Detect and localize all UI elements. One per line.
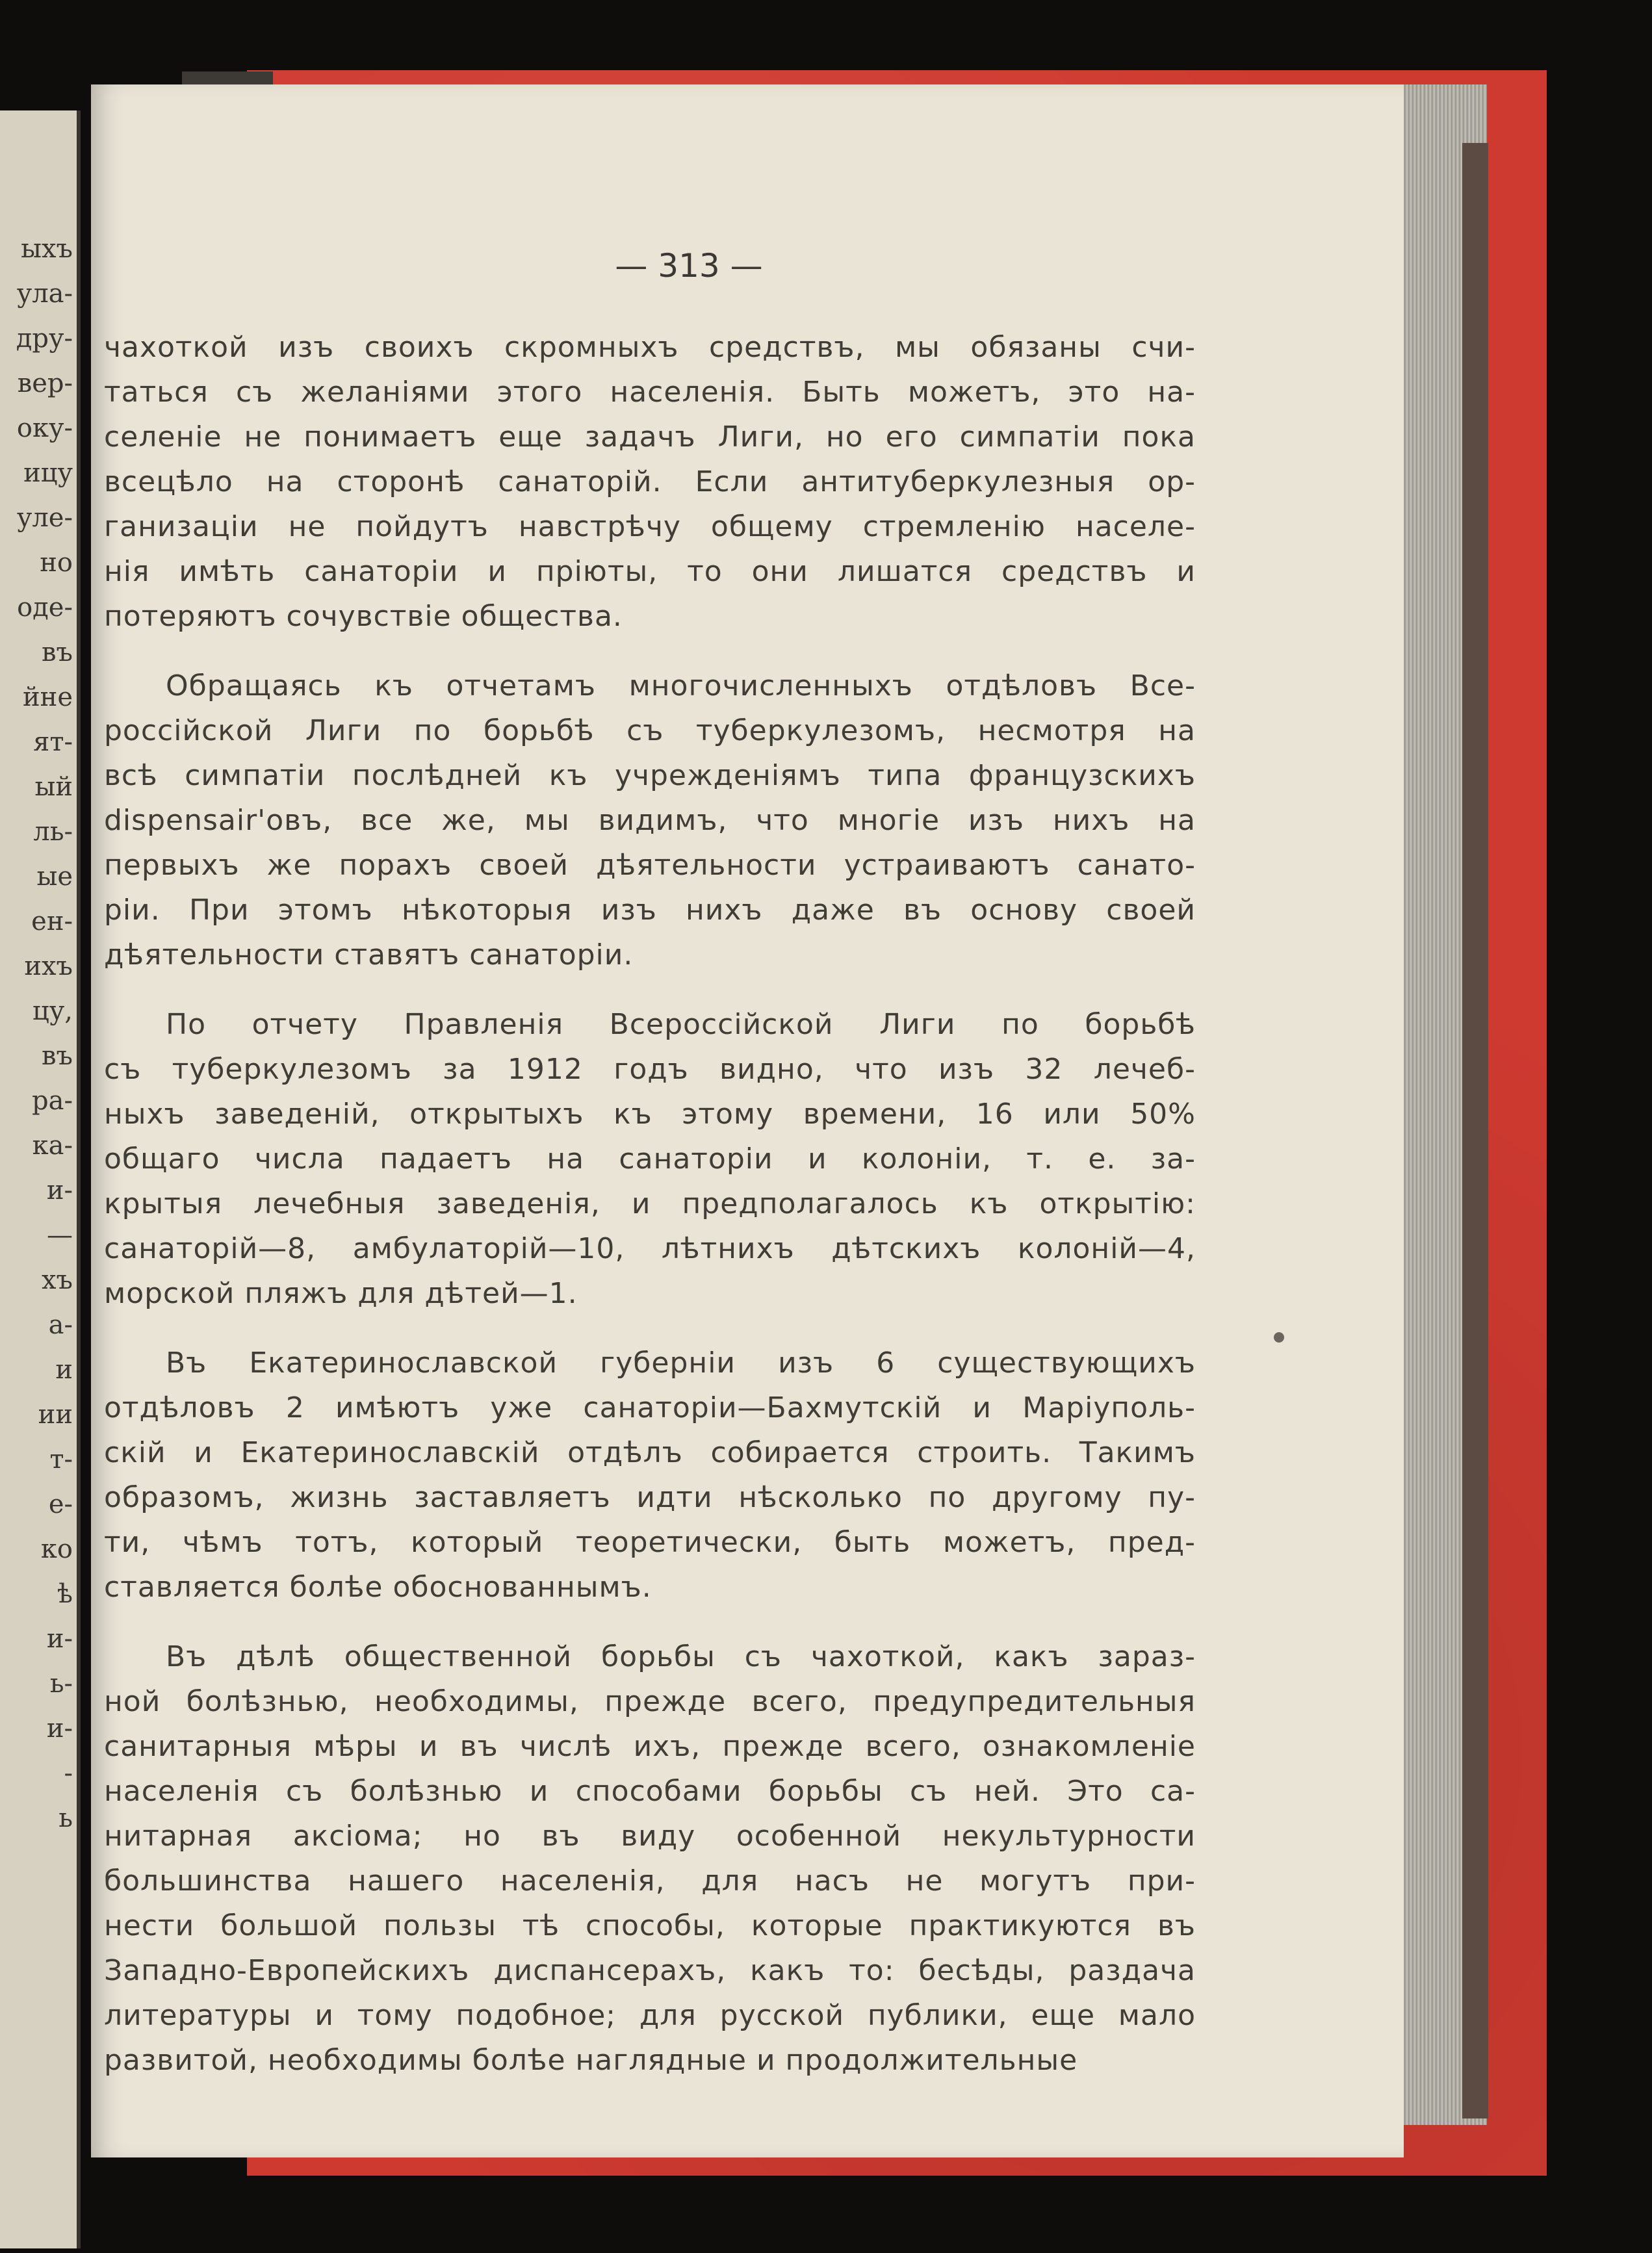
text-line: чахоткой изъ своихъ скромныхъ средствъ, мы обязаны счи- xyxy=(104,331,1196,364)
page-text xyxy=(104,325,1196,2107)
text-line: селеніе не понимаетъ еще задачъ Лиги, но его симпатіи пока xyxy=(104,420,1196,454)
text-line: крытыя лечебныя заведенія, и предполагалось къ открытію: xyxy=(104,1187,1196,1220)
left-page-fragment: ра- xyxy=(32,1086,73,1116)
left-page-fragment: ицу xyxy=(23,458,73,488)
text-line: образомъ, жизнь заставляетъ идти нѣсколько по другому пу- xyxy=(104,1481,1196,1514)
left-page-fragment: а- xyxy=(48,1310,73,1340)
page-number: — 313 — xyxy=(615,247,763,285)
left-page-fragment: и- xyxy=(46,1624,73,1654)
left-facing-page xyxy=(0,110,81,2248)
text-line: По отчету Правленія Всероссійской Лиги по борьбѣ xyxy=(166,1008,1196,1041)
text-line: нитарная аксіома; но въ виду особенной некультурности xyxy=(104,1820,1196,1853)
text-line: большинства нашего населенія, для насъ не могутъ при- xyxy=(104,1864,1196,1898)
left-page-fragment: ка- xyxy=(32,1131,73,1161)
text-line: нести большой пользы тѣ способы, которые практикуются въ xyxy=(104,1909,1196,1942)
paragraph xyxy=(104,1341,1196,1610)
text-line: ныхъ заведеній, открытыхъ къ этому времени, 16 или 50% xyxy=(104,1098,1196,1131)
left-page-fragment: - xyxy=(64,1758,73,1788)
text-line: dispensair'овъ, все же, мы видимъ, что многіе изъ нихъ на xyxy=(104,804,1196,837)
left-page-fragment: т- xyxy=(49,1445,73,1474)
left-page-fragment: но xyxy=(40,548,73,578)
text-line: Западно-Европейскихъ диспансерахъ, какъ то: бесѣды, раздача xyxy=(104,1954,1196,1987)
paragraph xyxy=(104,663,1196,977)
text-line: ганизаціи не пойдутъ навстрѣчу общему стремленію населе- xyxy=(104,510,1196,543)
text-line: первыхъ же порахъ своей дѣятельности устраиваютъ санато- xyxy=(104,849,1196,882)
left-page-fragment: — xyxy=(47,1220,73,1250)
text-line: отдѣловъ 2 имѣютъ уже санаторіи—Бахмутскій и Маріуполь- xyxy=(104,1391,1196,1424)
left-page-fragment: ыхъ xyxy=(21,234,73,264)
left-page-fragment: йне xyxy=(23,682,73,712)
left-page-fragment: цу, xyxy=(32,996,73,1026)
text-line: ріи. При этомъ нѣкоторыя изъ нихъ даже въ основу своей xyxy=(104,894,1196,927)
text-line: санитарныя мѣры и въ числѣ ихъ, прежде всего, ознакомленіе xyxy=(104,1730,1196,1763)
text-line: всѣ симпатіи послѣдней къ учрежденіямъ типа французскихъ xyxy=(104,759,1196,792)
left-page-fragment: ула- xyxy=(16,279,73,309)
page-edges-shadow xyxy=(1462,143,1488,2118)
left-page-fragment: и- xyxy=(46,1176,73,1205)
text-line: съ туберкулезомъ за 1912 годъ видно, что изъ 32 лечеб- xyxy=(104,1053,1196,1086)
text-line: ной болѣзнью, необходимы, прежде всего, предупредительныя xyxy=(104,1685,1196,1718)
text-line: населенія съ болѣзнью и способами борьбы съ ней. Это са- xyxy=(104,1775,1196,1808)
left-page-fragment: е- xyxy=(48,1489,73,1519)
text-line: ти, чѣмъ тотъ, который теоретически, быть можетъ, пред- xyxy=(104,1526,1196,1559)
left-page-fragment: оде- xyxy=(17,593,73,623)
text-line: развитой, необходимы болѣе наглядные и продолжительные xyxy=(104,2044,1078,2077)
text-line: потеряютъ сочувствіе общества. xyxy=(104,600,623,633)
left-page-fragment: ь- xyxy=(49,1669,73,1699)
text-line: Въ дѣлѣ общественной борьбы съ чахоткой, какъ зараз- xyxy=(166,1640,1196,1673)
left-page-fragment: дру- xyxy=(16,324,73,354)
text-line: нія имѣть санаторіи и пріюты, то они лишатся средствъ и xyxy=(104,555,1196,588)
left-page-fragment: въ xyxy=(42,637,73,667)
text-line: общаго числа падаетъ на санаторіи и колоніи, т. е. за- xyxy=(104,1142,1196,1176)
text-line: санаторій—8, амбулаторій—10, лѣтнихъ дѣтскихъ колоній—4, xyxy=(104,1232,1196,1265)
text-line: дѣятельности ставятъ санаторіи. xyxy=(104,938,634,972)
text-line: таться съ желаніями этого населенія. Быть можетъ, это на- xyxy=(104,376,1196,409)
left-page-fragment: хъ xyxy=(41,1265,73,1295)
text-line: морской пляжъ для дѣтей—1. xyxy=(104,1277,578,1310)
paragraph xyxy=(104,1002,1196,1316)
paragraph xyxy=(104,325,1196,639)
left-page-fragment: ѣ xyxy=(57,1579,73,1609)
left-page-fragment: ые xyxy=(36,862,73,892)
text-line: Въ Екатеринославской губерніи изъ 6 существующихъ xyxy=(166,1346,1196,1380)
left-page-fragment: и xyxy=(55,1355,73,1385)
left-page-fragment: оку- xyxy=(16,413,73,443)
paragraph xyxy=(104,1634,1196,2083)
text-line: россійской Лиги по борьбѣ съ туберкулезомъ, несмотря на xyxy=(104,714,1196,747)
left-page-fragment: уле- xyxy=(16,503,73,533)
left-page-fragment: въ xyxy=(42,1041,73,1071)
text-line: Обращаясь къ отчетамъ многочисленныхъ отдѣловъ Все- xyxy=(166,669,1196,702)
book-page xyxy=(91,84,1404,2157)
left-page-fragment: ко xyxy=(40,1534,73,1564)
text-line: скій и Екатеринославскій отдѣлъ собирается строить. Такимъ xyxy=(104,1436,1196,1469)
left-page-fragment: ен- xyxy=(31,907,73,936)
text-line: ставляется болѣе обоснованнымъ. xyxy=(104,1571,652,1604)
left-page-fragment: ии xyxy=(38,1400,73,1430)
left-page-fragment: ый xyxy=(34,772,73,802)
left-page-fragment: ихъ xyxy=(24,951,73,981)
left-page-fragment: ь xyxy=(58,1803,73,1833)
left-page-fragment: вер- xyxy=(17,368,73,398)
paper-speck xyxy=(1274,1332,1284,1343)
left-page-fragment: и- xyxy=(46,1714,73,1744)
text-line: литературы и тому подобное; для русской публики, еще мало xyxy=(104,1999,1196,2032)
left-page-fragment: ль- xyxy=(33,817,73,847)
left-page-fragment: ят- xyxy=(33,727,73,757)
text-line: всецѣло на сторонѣ санаторій. Если антитуберкулезныя ор- xyxy=(104,465,1196,498)
